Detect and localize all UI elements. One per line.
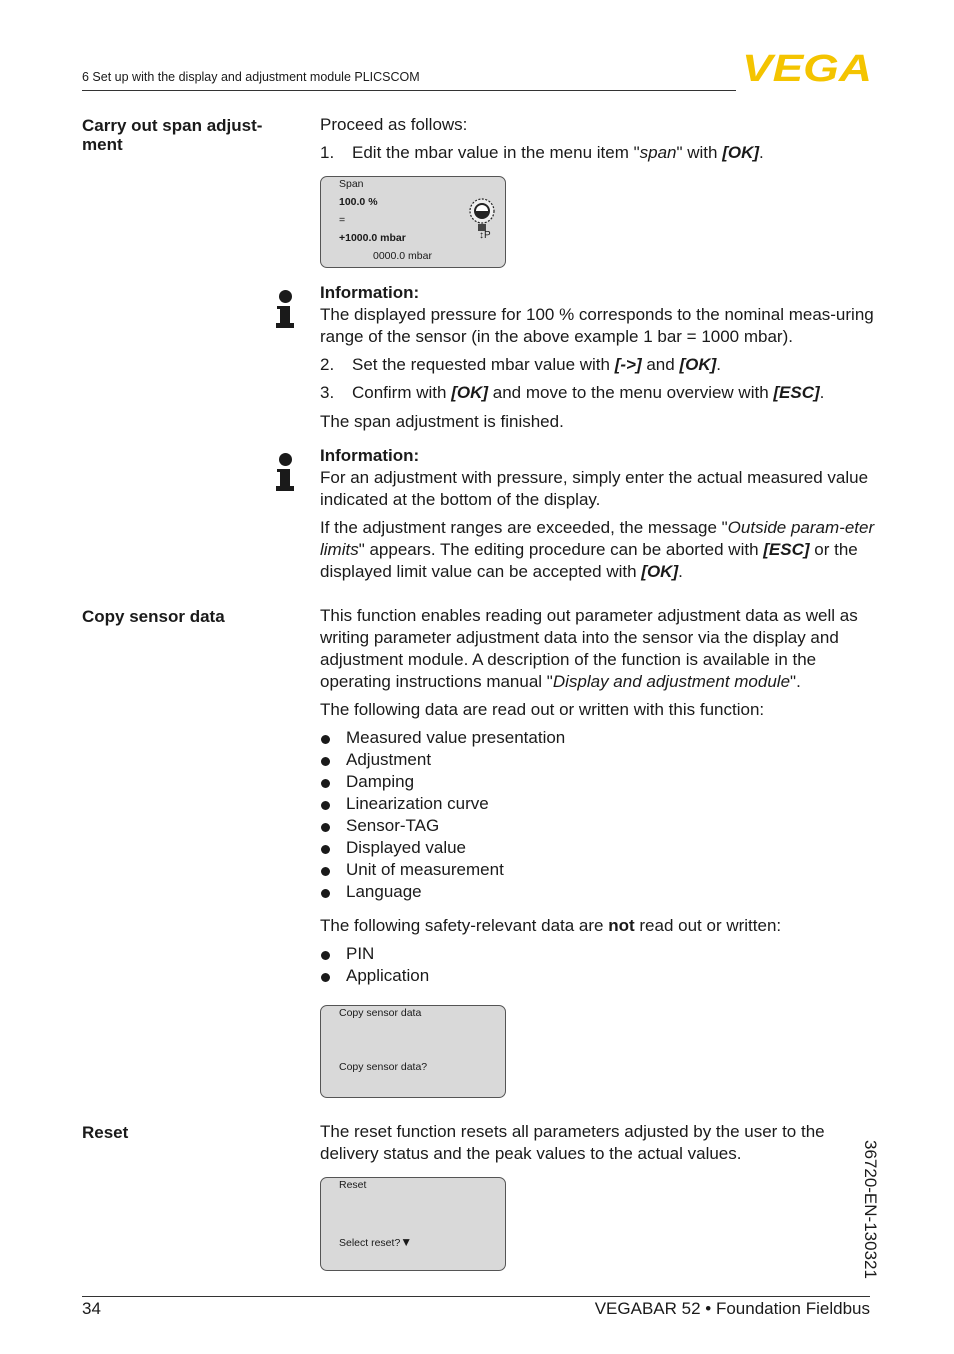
span-finished: The span adjustment is finished. xyxy=(320,412,564,431)
page-number: 34 xyxy=(82,1299,101,1318)
lcd-reset-title: Reset xyxy=(339,1179,367,1191)
lcd-reset-prompt: Select reset?▼ xyxy=(339,1235,413,1249)
step-1: 1. Edit the mbar value in the menu item "span" with [OK]. xyxy=(320,143,764,162)
info-title: Information: xyxy=(320,283,420,302)
lcd-span xyxy=(320,176,506,268)
span-intro: Proceed as follows: xyxy=(320,115,468,134)
copy-intro: This function enables reading out parameter adjustment data as well as writing parameter adjustment data into the sensor via the display and adjustment module. A description of the function is available in the operating instructions manual "Display and adjustment module". xyxy=(320,606,858,691)
running-header: 6 Set up with the display and adjustment module PLICSCOM xyxy=(82,70,420,84)
lcd-span-equals: = xyxy=(339,214,346,226)
safety-intro: The following safety-relevant data are not read out or written: xyxy=(320,916,782,935)
reset-text: The reset function resets all parameters adjusted by the user to the delivery status and the peak values to the actual values. xyxy=(320,1122,825,1163)
span-body-2 xyxy=(320,282,876,433)
down-arrow-icon: ▼ xyxy=(400,1235,413,1249)
copy-heading: Copy sensor data xyxy=(82,607,225,626)
lcd-span-value: +1000.0 mbar xyxy=(339,232,406,244)
header-rule xyxy=(82,90,736,91)
list-item: PIN xyxy=(320,943,876,965)
footer-product: VEGABAR 52 • Foundation Fieldbus xyxy=(594,1299,870,1318)
lcd-copy-prompt: Copy sensor data? xyxy=(339,1061,428,1073)
svg-text:VEGA: VEGA xyxy=(742,50,872,84)
copy-data-list xyxy=(320,727,876,903)
info-icon xyxy=(276,453,294,493)
span-body xyxy=(320,114,876,164)
vega-logo xyxy=(742,50,874,89)
list-item: Language xyxy=(320,881,876,903)
reset-body xyxy=(320,1121,876,1165)
list-item: Measured value presentation xyxy=(320,727,876,749)
step-2: 2. Set the requested mbar value with [->] and [OK]. xyxy=(320,355,721,374)
info-icon xyxy=(276,290,294,330)
info-text: The displayed pressure for 100 % corresponds to the nominal meas-uring range of the sensor (in the above example 1 bar = 1000 mbar). xyxy=(320,305,874,346)
list-item: Application xyxy=(320,965,876,987)
lcd-span-measured: 0000.0 mbar xyxy=(373,250,432,262)
info-text: For an adjustment with pressure, simply enter the actual measured value indicated at the bottom of the display. xyxy=(320,468,869,509)
lcd-copy-sensor-data xyxy=(320,1005,506,1098)
span-heading: Carry out span adjust-ment xyxy=(82,116,263,154)
safety-data-list xyxy=(320,943,876,987)
list-item: Unit of measurement xyxy=(320,859,876,881)
list-item: Displayed value xyxy=(320,837,876,859)
lcd-span-title: Span xyxy=(339,178,364,190)
document-code: 36720-EN-130321 xyxy=(861,1140,880,1279)
copy-body xyxy=(320,605,876,987)
info-title: Information: xyxy=(320,446,420,465)
lcd-reset xyxy=(320,1177,506,1271)
list-item: Linearization curve xyxy=(320,793,876,815)
footer-rule xyxy=(82,1296,870,1297)
span-body-3 xyxy=(320,445,876,583)
info-limits-text: If the adjustment ranges are exceeded, the message "Outside param-eter limits" appears. The editing procedure can be aborted with [ESC] or the displayed limit value can be accepted with [OK]. xyxy=(320,518,875,581)
step-3: 3. Confirm with [OK] and move to the menu overview with [ESC]. xyxy=(320,383,825,402)
lcd-span-percent: 100.0 % xyxy=(339,196,378,208)
pressure-p-label: ↕P xyxy=(479,230,491,241)
list-item: Damping xyxy=(320,771,876,793)
copy-list-intro: The following data are read out or written with this function: xyxy=(320,700,765,719)
reset-heading: Reset xyxy=(82,1123,129,1142)
lcd-copy-title: Copy sensor data xyxy=(339,1007,422,1019)
list-item: Sensor-TAG xyxy=(320,815,876,837)
list-item: Adjustment xyxy=(320,749,876,771)
